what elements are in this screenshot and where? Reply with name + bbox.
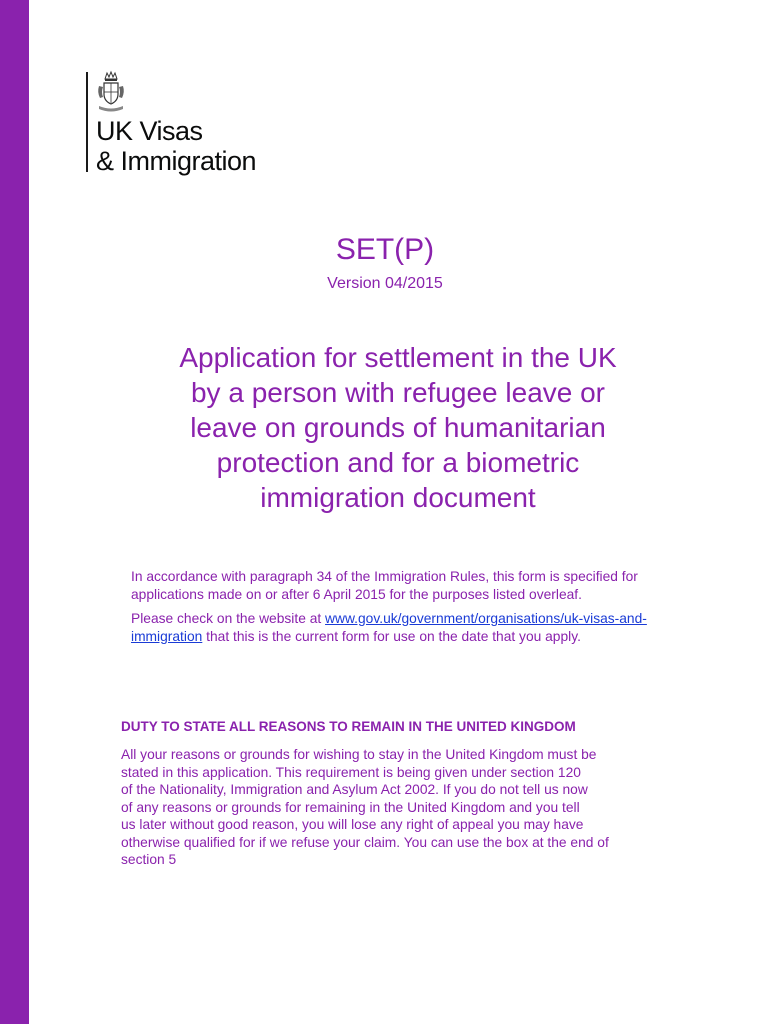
- duty-heading: DUTY TO STATE ALL REASONS TO REMAIN IN THE UNITED KINGDOM: [121, 719, 576, 734]
- uk-visas-immigration-logo: [86, 70, 276, 174]
- royal-coat-of-arms-icon: [96, 70, 126, 114]
- intro-section: [131, 568, 676, 652]
- logo-line-2: & Immigration: [96, 146, 257, 176]
- title-line: protection and for a biometric: [216, 447, 580, 478]
- duty-line: section 5: [121, 852, 177, 867]
- duty-line: of the Nationality, Immigration and Asylum Act 2002. If you do not tell us now: [121, 782, 588, 797]
- intro-paragraph-1: In accordance with paragraph 34 of the Immigration Rules, this form is specified for applications made on or after 6 April 2015 for the purposes listed overleaf.: [131, 569, 638, 602]
- title-line: leave on grounds of humanitarian: [190, 412, 606, 443]
- logo-line-1: UK Visas: [96, 116, 203, 146]
- title-line: immigration document: [260, 482, 536, 513]
- logo-divider-rule: [86, 72, 88, 172]
- duty-line: otherwise qualified for if we refuse your claim. You can use the box at the end of: [121, 834, 609, 850]
- ukvi-website-link[interactable]: www.gov.uk/government/organisations/uk-visas-and-immigration: [131, 611, 647, 644]
- duty-line: us later without good reason, you will lose any right of appeal you may have: [121, 817, 584, 832]
- title-line: Application for settlement in the UK: [179, 342, 617, 373]
- duty-paragraph: [121, 746, 681, 869]
- intro-paragraph-2: [131, 610, 676, 645]
- title-line: by a person with refugee leave or: [190, 377, 606, 408]
- duty-line: stated in this application. This requirement is being given under section 120: [121, 764, 581, 780]
- duty-line: of any reasons or grounds for remaining in the United Kingdom and you tell: [121, 799, 580, 815]
- page-title: [120, 340, 676, 515]
- duty-line: All your reasons or grounds for wishing to stay in the United Kingdom must be: [121, 747, 597, 762]
- purple-side-bar: [0, 0, 29, 1024]
- form-version: Version 04/2015: [327, 275, 443, 292]
- intro-text-before-link: Please check on the website at: [131, 611, 326, 626]
- logo-wordmark: [96, 116, 256, 176]
- intro-text-after-link: that this is the current form for use on the date that you apply.: [202, 628, 581, 644]
- form-code: SET(P): [335, 233, 435, 266]
